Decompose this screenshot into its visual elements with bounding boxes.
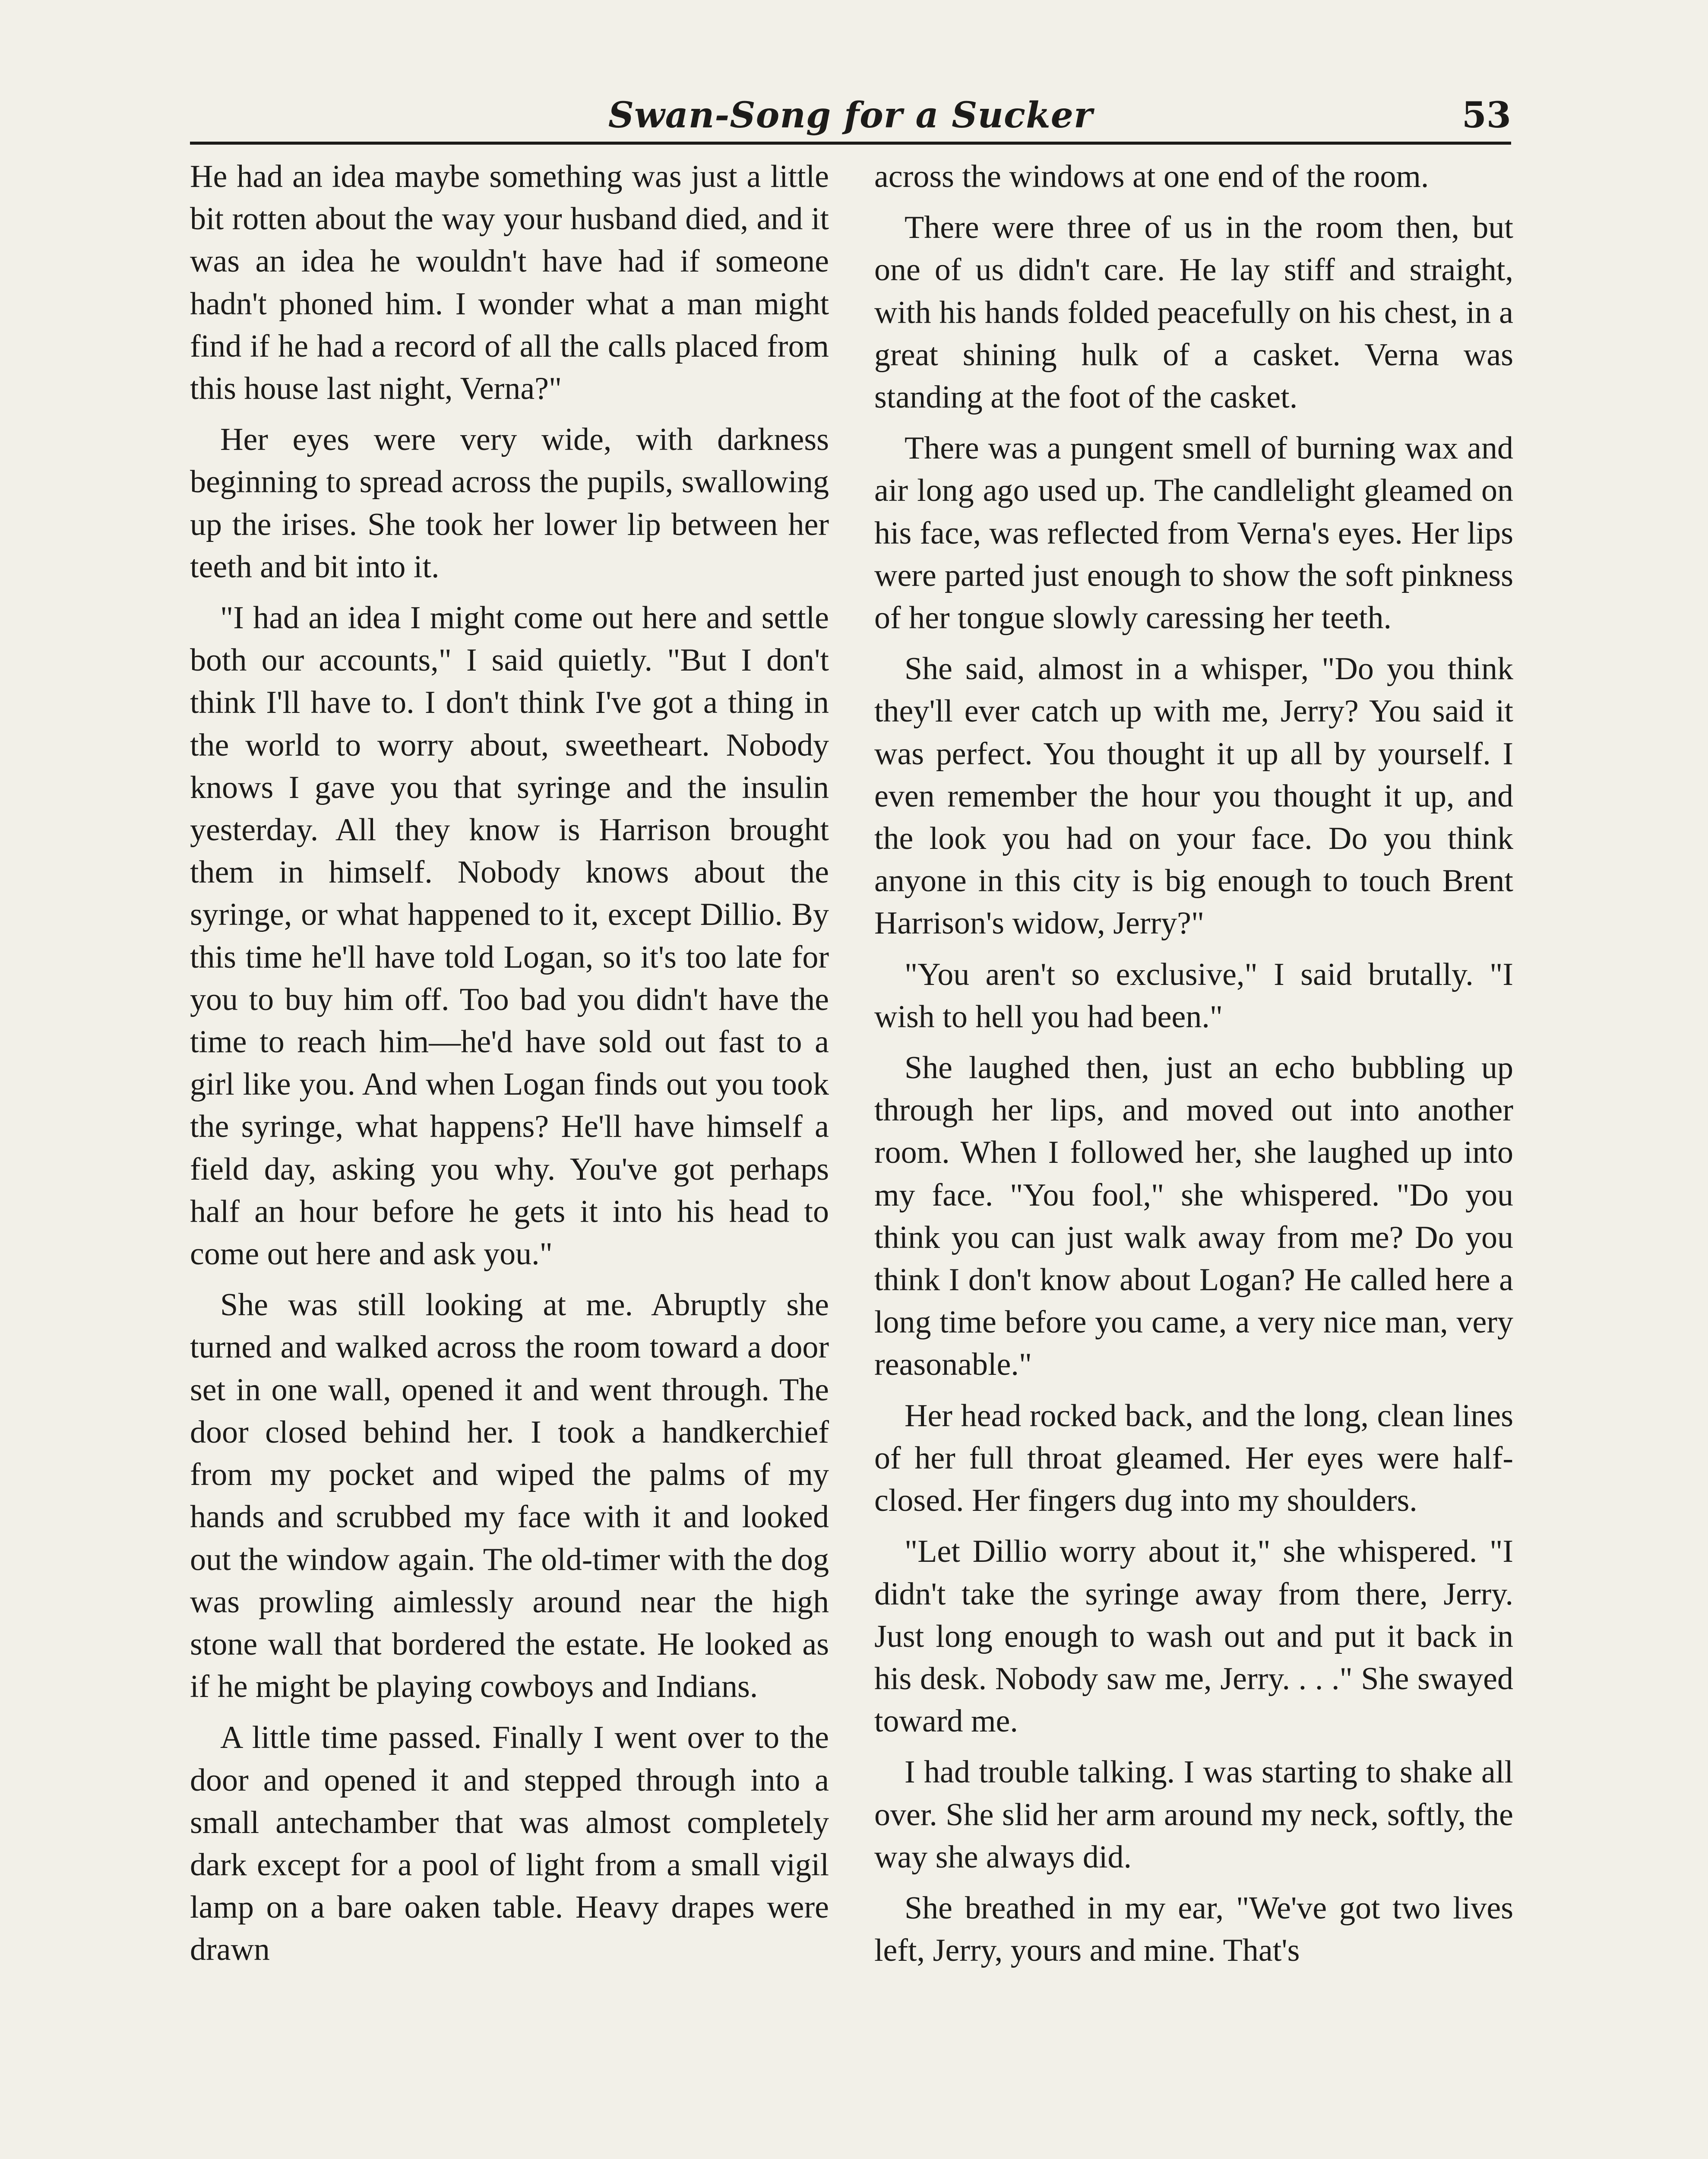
paragraph: She laughed then, just an echo bubbling up through her lips, and moved out into another room. When I followed her, she laughed up into my face. "You fool," she whispered. "Do you think you can just walk away from me? Do you think I don't know about Logan? He called here a long time before you came, a very nice man, very reasonable." bbox=[874, 1050, 1513, 1383]
paragraph: across the windows at one end of the room. bbox=[874, 159, 1429, 194]
paragraph: Her eyes were very wide, with darkness beginning to spread across the pupils, swallowing up the irises. She took her lower lip between her teeth and bit into it. bbox=[190, 422, 829, 585]
paragraph: A little time passed. Finally I went over to the door and opened it and stepped through into a small antechamber that was almost completely dark except for a pool of light from a small vigil lamp on a bare oaken table. Heavy drapes were drawn bbox=[190, 1720, 829, 1968]
running-title: Swan-Song for a Sucker bbox=[608, 95, 1093, 136]
page-number: 53 bbox=[1461, 95, 1511, 136]
paragraph: He had an idea maybe something was just a little bit rotten about the way your husband died, and it was an idea he wouldn't have had if someone hadn't phoned him. I wonder what a man might find if he had a record of all the calls placed from this house last night, Verna?" bbox=[190, 159, 829, 407]
paragraph: She said, almost in a whisper, "Do you think they'll ever catch up with me, Jerry? You said it was perfect. You thought it up all by yourself. I even remember the hour you thought it up, and the look you had on your face. Do you think anyone in this city is big enough to touch Brent Harrison's widow, Jerry?" bbox=[874, 651, 1513, 941]
paragraph: Her head rocked back, and the long, clean lines of her full throat gleamed. Her eyes were half-closed. Her fingers dug into my shoulders. bbox=[874, 1398, 1513, 1519]
paragraph: "Let Dillio worry about it," she whispered. "I didn't take the syringe away from there, Jerry. Just long enough to wash out and put it back in his desk. Nobody saw me, Jerry. . . ." She swayed toward me. bbox=[874, 1534, 1513, 1739]
paragraph: She was still looking at me. Abruptly she turned and walked across the room toward a door set in one wall, opened it and went through. The door closed behind her. I took a handkerchief from my pocket and wiped the palms of my hands and scrubbed my face with it and looked out the window again. The old-timer with the dog was prowling aimlessly around near the high stone wall that bordered the estate. He looked as if he might be playing cowboys and Indians. bbox=[190, 1287, 829, 1705]
paragraph: I had trouble talking. I was starting to shake all over. She slid her arm around my neck, softly, the way she always did. bbox=[874, 1754, 1513, 1875]
left-column bbox=[190, 155, 829, 1980]
right-column bbox=[874, 155, 1513, 1980]
running-header bbox=[190, 91, 1511, 145]
paragraph: She breathed in my ear, "We've got two lives left, Jerry, yours and mine. That's bbox=[874, 1890, 1513, 1969]
paragraph: There was a pungent smell of burning wax and air long ago used up. The candlelight gleamed on his face, was reflected from Verna's eyes. Her lips were parted just enough to show the soft pinkness of her tongue slowly caressing her teeth. bbox=[874, 431, 1513, 636]
paragraph: "You aren't so exclusive," I said brutally. "I wish to hell you had been." bbox=[874, 956, 1513, 1035]
paragraph: "I had an idea I might come out here and settle both our accounts," I said quietly. "But I don't think I'll have to. I don't think I've got a thing in the world to worry about, sweetheart. Nobody knows I gave you that syringe and the insulin yesterday. All they know is Harrison brought them in himself. Nobody knows about the syringe, or what happened to it, except Dillio. By this time he'll have told Logan, so it's too late for you to buy him off. Too bad you didn't have the time to reach him—he'd have sold out fast to a girl like you. And when Logan finds out you took the syringe, what happens? He'll have himself a field day, asking you why. You've got perhaps half an hour before he gets it into his head to come out here and ask you." bbox=[190, 600, 829, 1272]
paragraph: There were three of us in the room then, but one of us didn't care. He lay stiff and straight, with his hands folded peacefully on his chest, in a great shining hulk of a casket. Verna was standing at the foot of the casket. bbox=[874, 210, 1513, 415]
